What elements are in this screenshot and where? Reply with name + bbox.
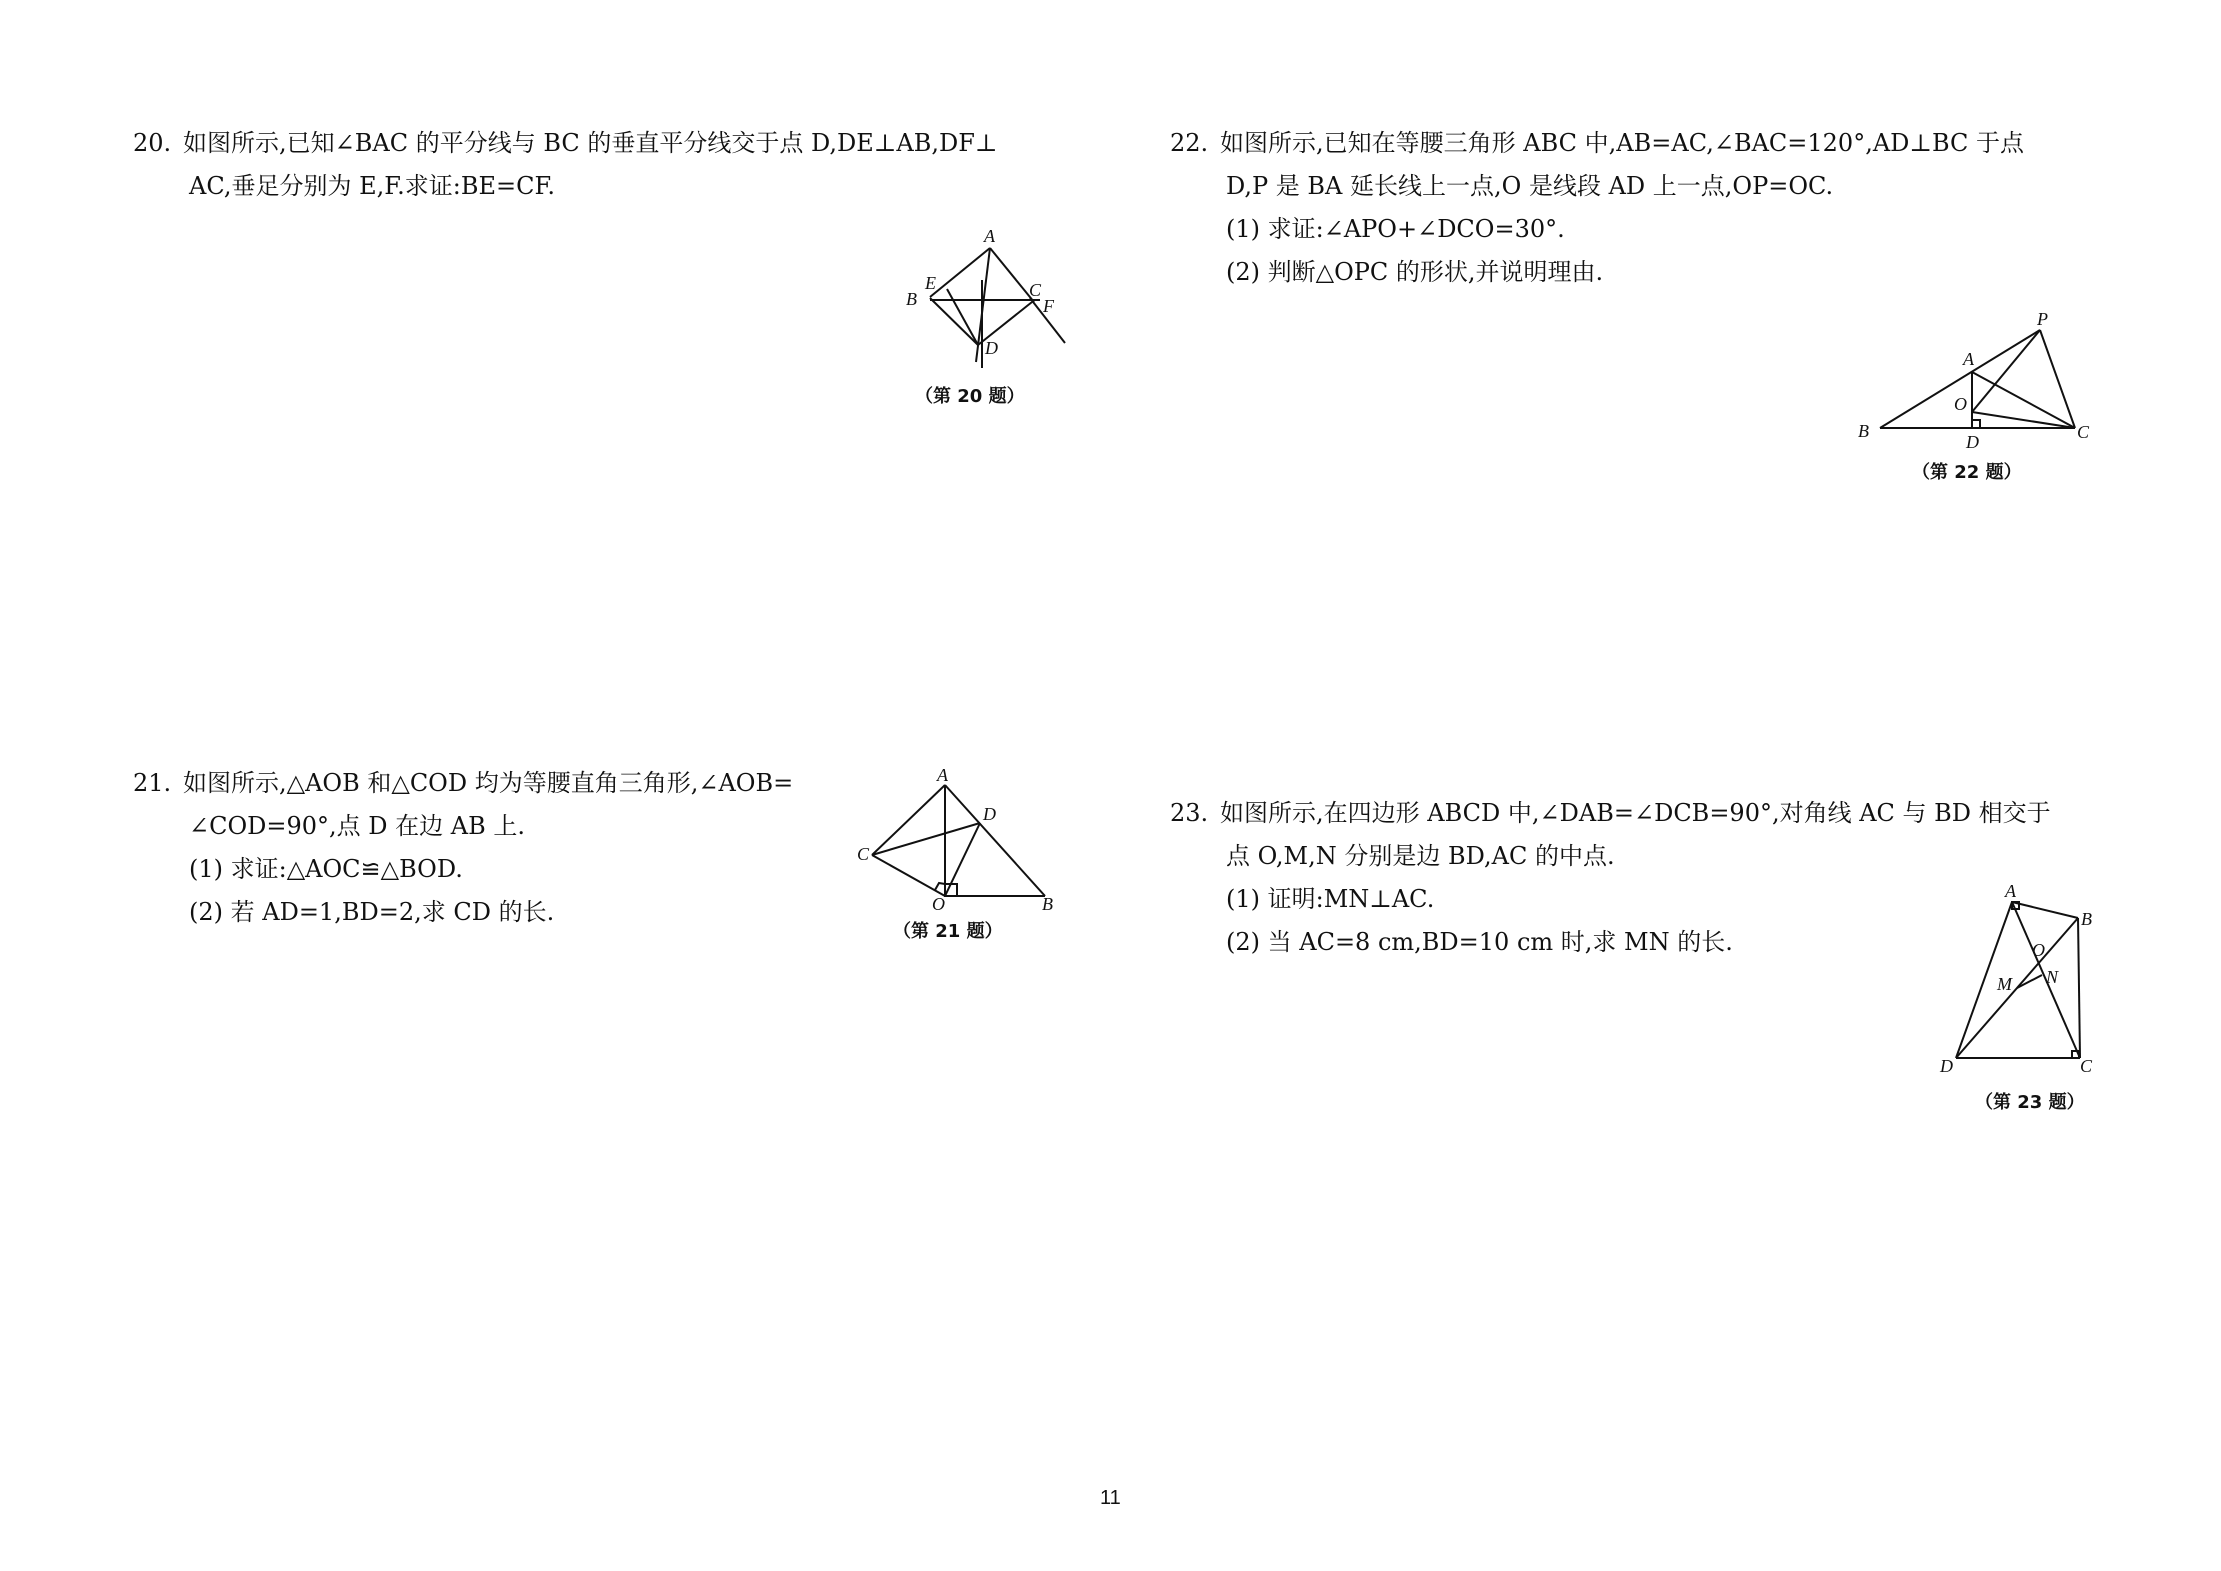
label-C: C: [2080, 1056, 2093, 1076]
figure-caption: （第 20 题）: [915, 386, 1025, 407]
segment-AB: [2012, 902, 2078, 918]
label-O: O: [932, 894, 945, 914]
figure-21: [855, 765, 1055, 914]
label-D: D: [1966, 432, 1979, 452]
problem-number: 22.: [1170, 129, 1209, 157]
right-angle-mark: [1972, 420, 1980, 428]
problem-text-line: 如图所示,已知在等腰三角形 ABC 中,AB=AC,∠BAC=120°,AD⊥BC 于点: [1220, 129, 2025, 157]
figure-20: [900, 225, 1054, 358]
segment-CO: [872, 855, 945, 896]
label-P: P: [2037, 309, 2048, 329]
problem-text-line: (2) 当 AC=8 cm,BD=10 cm 时,求 MN 的长.: [1226, 928, 1733, 956]
label-B: B: [2081, 909, 2092, 929]
problem-20: [133, 122, 997, 208]
label-M: M: [1997, 974, 2012, 994]
segment-MN: [2017, 975, 2042, 988]
label-E: E: [925, 273, 936, 293]
label-O: O: [2032, 940, 2045, 960]
label-N: N: [2046, 967, 2059, 987]
problem-number: 20.: [133, 129, 172, 157]
problem-number: 21.: [133, 769, 172, 797]
figure-caption: （第 23 题）: [1975, 1092, 2085, 1113]
label-A: A: [1963, 349, 1974, 369]
segment-PO: [1972, 330, 2040, 412]
label-B: B: [906, 289, 917, 309]
label-F: F: [1043, 296, 1054, 316]
segment-AB: [945, 785, 1045, 896]
problem-text-line: ∠COD=90°,点 D 在边 AB 上.: [189, 812, 526, 840]
problem-text-line: 点 O,M,N 分别是边 BD,AC 的中点.: [1226, 842, 1615, 870]
label-C: C: [857, 844, 870, 864]
problem-text-line: (1) 求证:∠APO+∠DCO=30°.: [1226, 215, 1565, 243]
label-C: C: [1029, 280, 1042, 300]
problem-text-line: D,P 是 BA 延长线上一点,O 是线段 AD 上一点,OP=OC.: [1226, 172, 1834, 200]
problem-number: 23.: [1170, 799, 1209, 827]
segment-PC: [2040, 330, 2075, 428]
problem-23: [1170, 792, 2051, 964]
label-D: D: [1940, 1056, 1953, 1076]
segment-OD: [945, 823, 980, 896]
problem-text-line: 如图所示,在四边形 ABCD 中,∠DAB=∠DCB=90°,对角线 AC 与 BD 相交于: [1220, 799, 2051, 827]
problem-22: [1170, 122, 2024, 294]
figure-caption: （第 22 题）: [1912, 462, 2022, 483]
label-O: O: [1954, 394, 1967, 414]
problem-text-line: 如图所示,已知∠BAC 的平分线与 BC 的垂直平分线交于点 D,DE⊥AB,DF⊥: [183, 129, 998, 157]
segment-AC: [990, 248, 1034, 302]
segment-DE: [947, 289, 978, 345]
label-A: A: [937, 765, 948, 785]
label-B: B: [1042, 894, 1053, 914]
figure-22: [1850, 309, 2090, 452]
problem-21: [133, 762, 793, 934]
problem-text-line: AC,垂足分别为 E,F.求证:BE=CF.: [189, 172, 556, 200]
problem-text-line: (1) 求证:△AOC≌△BOD.: [189, 855, 463, 883]
label-D: D: [985, 338, 998, 358]
label-A: A: [984, 226, 995, 246]
problem-text-line: (2) 判断△OPC 的形状,并说明理由.: [1226, 258, 1604, 286]
page-number: 11: [1100, 1487, 1121, 1509]
problem-text-line: 如图所示,△AOB 和△COD 均为等腰直角三角形,∠AOB=: [183, 769, 794, 797]
segment-BC: [2078, 918, 2080, 1058]
problem-text-line: (2) 若 AD=1,BD=2,求 CD 的长.: [189, 898, 555, 926]
figure-23: [1935, 880, 2093, 1076]
label-B: B: [1858, 421, 1869, 441]
right-angle-mark: [935, 883, 945, 890]
figure-caption: （第 21 题）: [893, 921, 1003, 942]
segment-BD: [930, 298, 978, 345]
label-C: C: [2077, 422, 2090, 442]
label-D: D: [983, 804, 996, 824]
problem-text-line: (1) 证明:MN⊥AC.: [1226, 885, 1435, 913]
label-A: A: [2005, 881, 2016, 901]
